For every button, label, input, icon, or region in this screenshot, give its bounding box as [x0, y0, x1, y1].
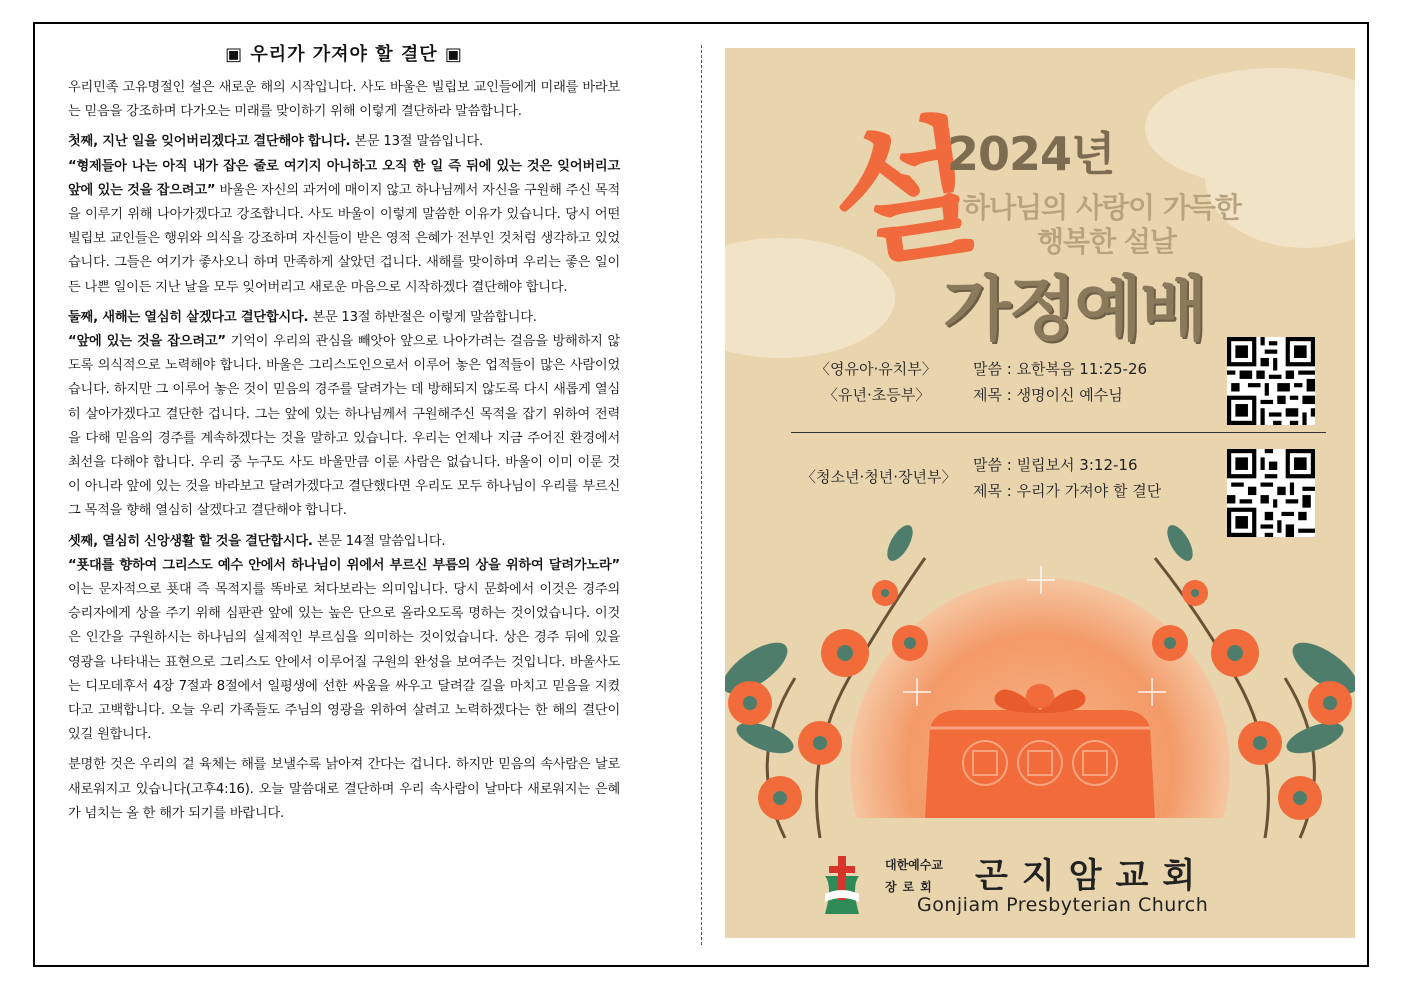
denomination-line-1: 대한예수교 [885, 858, 943, 872]
point-2-ref: 본문 13절 하반절은 이렇게 말씀합니다. [308, 309, 537, 325]
church-logo-icon [823, 856, 861, 916]
cover-title: 가정예배 [943, 268, 1206, 350]
point-2-heading: 둘째, 새해는 열심히 살겠다고 결단합시다. [68, 309, 309, 325]
sermon-point-2 [68, 306, 620, 524]
point-3-body: 이는 문자적으로 푯대 즉 목적지를 똑바로 쳐다보라는 의미입니다. 당시 문화에서 이것은 경주의 승리자에게 상을 주기 위해 심판관 앞에 있는 높은 단으로 올라오도록 명하는 것이었습니다. 이것은 인간을 구원하시는 하나님의 실제적인 부르심을 의미하는 것이었습니다. 상은 경주 뒤에 있을 영광을 나타내는 표현으로 그리스도 안에서 이루어질 구원의 완성을 보여주는 것입니다. 바울사도는 디모데후서 4장 7절과 8절에서 일평생에 선한 싸움을 싸우고 달려갈 길을 마치고 믿음을 지켰다고 고백합니다. 오늘 우리 가족들도 주님의 영광을 위하여 살려고 노력하겠다는 한 해의 결단이 있길 원합니다. [68, 582, 620, 743]
sermon-intro: 우리민족 고유명절인 설은 새로운 해의 시작입니다. 사도 바울은 빌립보 교인들에게 미래를 바라보는 믿음을 강조하며 다가오는 미래를 맞이하기 위해 이렇게 결단하라 말씀합니다. [68, 80, 620, 120]
point-3-heading: 셋째, 열심히 신앙생활 할 것을 결단합시다. [68, 533, 313, 549]
group2-scripture: 말씀 : 빌립보서 3:12-16 [973, 456, 1138, 474]
point-1-heading: 첫째, 지난 일을 잊어버리겠다고 결단해야 합니다. [68, 134, 351, 150]
point-2-body: 기억이 우리의 관심을 빼앗아 앞으로 나아가려는 걸음을 방해하지 않도록 의식적으로 노력해야 합니다. 바울은 그리스도인으로서 이루어 놓은 업적들이 많은 사람이었습니다. 하지만 그 이루어 놓은 것이 믿음의 경주를 달려가는 데 방해되지 않도록 다시 새롭게 열심히 살아가겠다고 결단한 겁니다. 그는 앞에 있는 하나님께서 구원해주신 목적을 잡기 위하여 전력을 다해 믿음의 경주를 계속하겠다는 것을 말하고 있습니다. 우리는 언제나 지금 주어진 환경에서 최선을 다해야 합니다. 우리 중 누구도 사도 바울만큼 이룬 사람은 없습니다. 바울이 이미 이룬 것이 아니라 앞에 있는 것을 바라보고 달려가겠다고 결단했다면 우리도 모두 하나님이 우리를 부르신 그 목적을 향해 열심히 살겠다고 결단해야 합니다. [68, 334, 620, 519]
group1-scripture: 말씀 : 요한복음 11:25-26 [973, 360, 1148, 378]
qr-code-icon[interactable] [1227, 337, 1315, 425]
point-3-quote: “푯대를 향하여 그리스도 예수 안에서 하나님이 위에서 부르신 부름의 상을 위하여 달려가노라” [68, 557, 620, 573]
point-1-ref: 본문 13절 말씀입니다. [350, 134, 484, 150]
fold-line [701, 45, 702, 945]
divider [791, 432, 1326, 433]
denomination-line-2: 장로회 [885, 880, 938, 894]
group1-sermon-title: 제목 : 생명이신 예수님 [973, 386, 1123, 404]
sermon-point-3 [68, 530, 620, 748]
cover-panel [725, 48, 1355, 938]
sermon-point-1 [68, 130, 620, 299]
sermon-closing: 분명한 것은 우리의 겉 육체는 해를 보낼수록 낡아져 간다는 겁니다. 하지만 믿음의 속사람은 날로 새로워지고 있습니다(고후4:16). 오늘 말씀대로 결단하며 우리 속사람이 날마다 새로워지는 은혜가 넘치는 올 한 해가 되기를 바랍니다. [68, 757, 620, 821]
group2-sermon-title: 제목 : 우리가 가져야 할 결단 [973, 482, 1162, 500]
group-label-elementary: 〈유년·초등부〉 [823, 386, 931, 404]
cover-subtitle-1: 하나님의 사랑이 가득한 [963, 191, 1241, 224]
cover-year: 2024년 [947, 127, 1115, 181]
point-3-ref: 본문 14절 말씀입니다. [312, 533, 446, 549]
church-name-english: Gonjiam Presbyterian Church [917, 894, 1209, 916]
church-name: 곤지암교회 [975, 856, 1210, 896]
sermon-column [68, 40, 620, 832]
point-2-quote: “앞에 있는 것을 잡으려고” [68, 334, 226, 350]
gift-flower-illustration [725, 518, 1355, 848]
seol-calligraphy: 설 [821, 98, 980, 292]
cover-subtitle-2: 행복한 설날 [1037, 225, 1176, 258]
point-1-body: 바울은 자신의 과거에 매이지 않고 하나님께서 자신을 구원해 주신 목적을 이루기 위해 나아가겠다고 강조합니다. 사도 바울이 이렇게 말씀한 이유가 있습니다. 당시 어떤 빌립보 교인들은 행위와 의식을 강조하며 자신들이 받은 영적 은혜가 전부인 것처럼 생각하고 있었습니다. 그들은 여기가 좋사오니 하며 만족하게 살았던 겁니다. 새해를 맞이하며 우리는 좋은 일이든 나쁜 일이든 지난 날을 모두 잊어버리고 새로운 마음으로 시작하겠다 결단해야 합니다. [68, 182, 620, 295]
sermon-heading: ▣ 우리가 가져야 할 결단 ▣ [225, 44, 463, 65]
point-1-quote: “형제들아 나는 아직 내가 잡은 줄로 여기지 아니하고 오직 한 일 즉 뒤에 있는 것은 잊어버리고 앞에 있는 것을 잡으려고” [68, 158, 620, 198]
group-label-youth-adult: 〈청소년·청년·장년부〉 [801, 468, 957, 486]
group-label-preschool: 〈영유아·유치부〉 [815, 360, 937, 378]
